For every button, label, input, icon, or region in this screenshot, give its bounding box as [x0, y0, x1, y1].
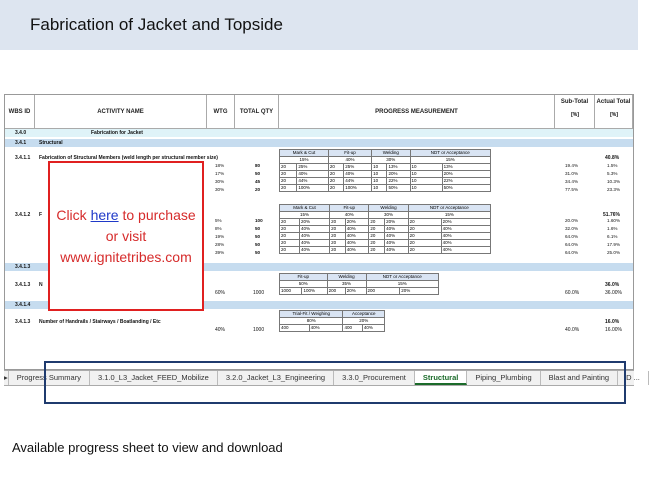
block4-subtotal: 40.0%: [565, 327, 580, 333]
tab-highlight-frame: [44, 361, 626, 404]
purchase-link[interactable]: here: [90, 207, 119, 223]
block2-subtotal-column: 20.0% 32.0% 64.0% 64.0% 64.0%: [565, 218, 579, 255]
block4-progress-grid: Trial-Fit / Weighing Acceptance 80% 20% 400 40% 400 40%: [279, 310, 385, 332]
block3-actual: 36.00%: [605, 290, 622, 296]
section-row-3-4-1-3: 3.4.1.3: [5, 263, 633, 271]
slide-caption: Available progress sheet to view and download: [12, 440, 283, 455]
block3-wtg: 60%: [215, 290, 226, 296]
block2-wtg-column: 5% 8% 19% 28% 39%: [215, 218, 225, 255]
activity-3-4-1-2: F: [39, 212, 43, 218]
activity-3-4-1-1: Fabrication of Structural Members (weld length per structural member size): [39, 155, 218, 161]
block2-summary: 51.76%: [603, 212, 620, 218]
tab-progress-summary[interactable]: Progress Summary: [9, 371, 90, 385]
block1-wtg-column: 18% 17% 30% 30%: [215, 163, 225, 192]
block2-progress-grid: Mark & Cut Fit-up Welding NDT or Acceptance 15% 40% 30% 15% 20 20% 20 20% 20 20% 20 20% 20 40% 20 40% 20 40% 20 40% 20 40% 20 40% 20 40% 20 40% 20 40% 20 40% 20 40% 20 40% 20 40% 20 40% 20 40% 20 40%: [279, 204, 491, 254]
block1-subtotal-column: 19.4% 31.0% 34.4% 77.5%: [565, 163, 579, 192]
header-actual-total: Actual Total: [595, 95, 633, 129]
header-activity-name: ACTIVITY NAME: [35, 95, 207, 129]
activity-3-4-1-5: Number of Handrails / Stairways / Boatlanding / Etc: [39, 319, 161, 325]
block1-actual-column: 1.5% 5.3% 10.3% 23.3%: [607, 163, 621, 192]
header-sub-total-unit: [%]: [571, 112, 579, 118]
block1-progress-grid: Mark & Cut Fit-up Welding NDT or Acceptance 15% 40% 30% 15% 20 25% 20 25% 10 13% 10 13% 20 40% 20 40% 10 20% 10 20% 20 44% 20 44% 10 22% 10 22% 20 100% 20 100% 10 50% 10 50%: [279, 149, 491, 192]
block1-summary: 40.8%: [605, 155, 620, 161]
block3-qty: 1000: [253, 290, 265, 296]
header-wtg: WTG: [207, 95, 235, 129]
promo-website: www.ignitetribes.com: [60, 249, 192, 265]
header-wbs-id: WBS ID: [5, 95, 35, 129]
block1-qty-column: 80 50 45 20: [255, 163, 261, 192]
wbs-3-4-1-5: 3.4.1.3: [15, 319, 31, 325]
header-sub-total: Sub-Total: [555, 95, 595, 129]
tab-more[interactable]: D ...: [618, 371, 649, 385]
activity-3-4-1-3b: N: [39, 282, 43, 288]
promo-line-2: or visit: [105, 228, 147, 244]
header-actual-total-unit: [%]: [610, 112, 618, 118]
block3-progress-grid: Fit-up Welding NDT or Acceptance 50% 35% 15% 1000 100% 200 20% 200 20%: [279, 273, 439, 295]
block4-actual: 16.00%: [605, 327, 622, 333]
tab-blast-and-painting[interactable]: Blast and Painting: [541, 371, 618, 385]
section-row-3-4-1-4: 3.4.1.4: [5, 301, 633, 309]
wbs-3-4-1-2: 3.4.1.2: [15, 212, 31, 218]
block2-actual-column: 1.60% 1.6% 6.1% 17.9% 25.0%: [607, 218, 621, 255]
tab-piping-plumbing[interactable]: Piping_Plumbing: [467, 371, 540, 385]
tab-jacket-feed-mobilize[interactable]: 3.1.0_L3_Jacket_FEED_Mobilize: [90, 371, 218, 385]
header-total-qty: TOTAL QTY: [235, 95, 279, 129]
tab-scroll-right-icon[interactable]: ▸: [4, 371, 9, 385]
tab-jacket-engineering[interactable]: 3.2.0_Jacket_L3_Engineering: [218, 371, 334, 385]
section-row-3-4-0: 3.4.0 Fabrication for Jacket: [5, 129, 633, 137]
promo-line-1: Click here to purchase: [56, 207, 196, 223]
wbs-3-4-1-1: 3.4.1.1: [15, 155, 31, 161]
block3-subtotal: 60.0%: [565, 290, 580, 296]
tab-procurement[interactable]: 3.3.0_Procurement: [334, 371, 415, 385]
purchase-promo-box: [48, 161, 204, 311]
header-progress-measurement: PROGRESS MEASUREMENT: [279, 95, 555, 129]
slide-title: Fabrication of Jacket and Topside: [30, 15, 283, 34]
tab-structural[interactable]: Structural: [415, 371, 467, 385]
block3-summary: 36.0%: [605, 282, 620, 288]
wbs-3-4-1-3b: 3.4.1.3: [15, 282, 31, 288]
block4-qty: 1000: [253, 327, 265, 333]
block4-wtg: 40%: [215, 327, 226, 333]
block4-summary: 16.0%: [605, 319, 620, 325]
slide-title-bar: [0, 0, 638, 50]
section-row-3-4-1: 3.4.1 Structural: [5, 139, 633, 147]
block2-qty-column: 100 50 50 50 50: [255, 218, 263, 255]
